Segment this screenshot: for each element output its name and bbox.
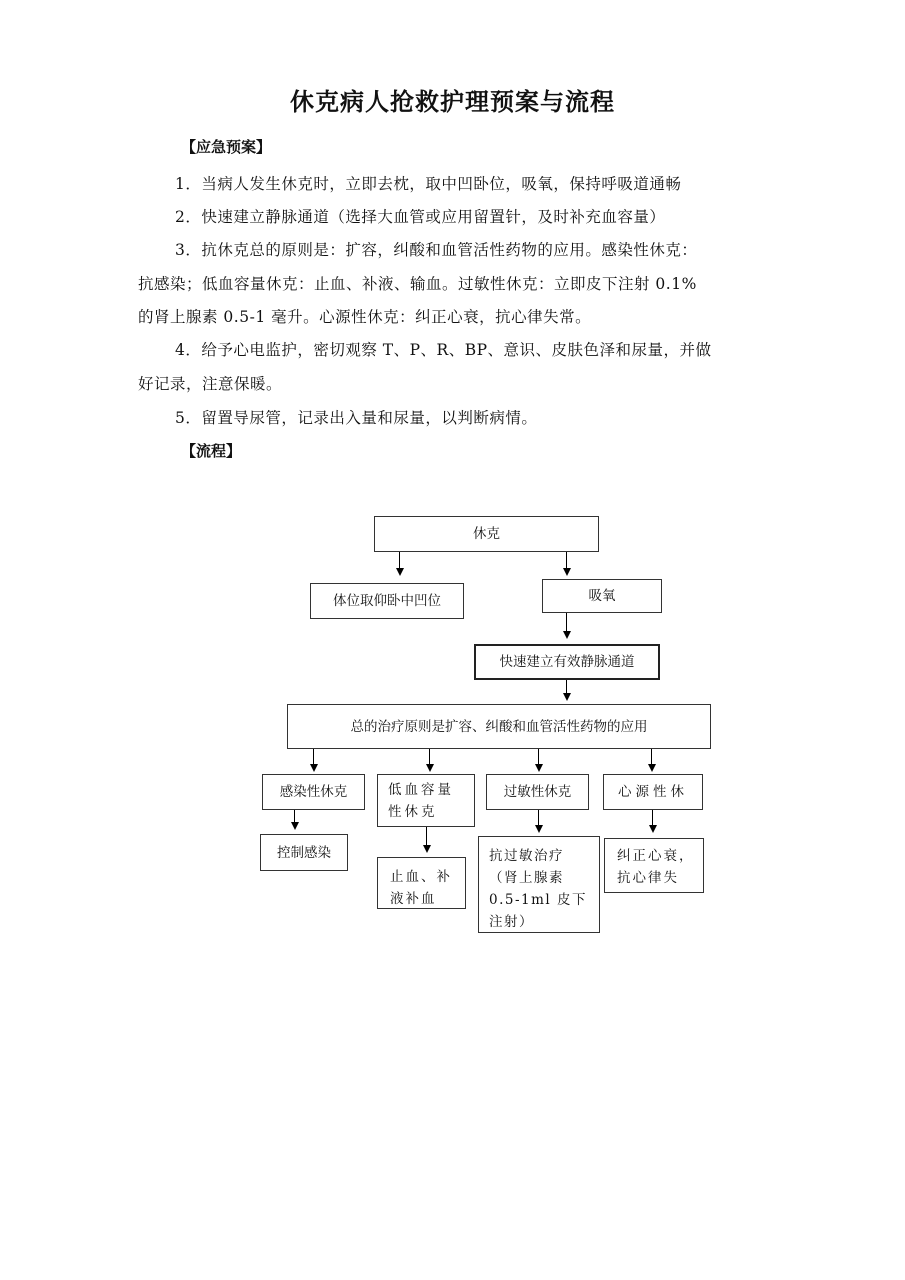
arrow-line [652,810,653,826]
box-anaphylactic-shock: 过敏性休克 [486,774,589,810]
arrow-head [649,825,657,833]
arrow-head [310,764,318,772]
arrow-head [535,764,543,772]
arrow-line [429,749,430,765]
box-hypovolemic-treatment: 止血、补液补血 [377,857,466,909]
arrow-line [538,749,539,765]
box-septic-treatment: 控制感染 [260,834,348,871]
arrow-head [648,764,656,772]
box-septic-shock: 感染性休克 [262,774,365,810]
box-principle: 总的治疗原则是扩容、纠酸和血管活性药物的应用 [287,704,711,749]
box-iv-access: 快速建立有效静脉通道 [474,644,660,680]
arrow-head [423,845,431,853]
arrow-head [535,825,543,833]
arrow-head [426,764,434,772]
plan-line-2: 2．快速建立静脉通道（选择大血管或应用留置针，及时补充血容量） [175,208,666,226]
arrow-head [563,568,571,576]
box-anaphylactic-treatment: 抗过敏治疗（肾上腺素 0.5-1ml 皮下注射） [478,836,600,933]
plan-line-3-cont-2: 的肾上腺素 0.5-1 毫升。心源性休克：纠正心衰，抗心律失常。 [138,308,592,326]
plan-line-5: 5．留置导尿管，记录出入量和尿量，以判断病情。 [175,409,538,427]
plan-line-3-cont-1: 抗感染；低血容量休克：止血、补液、输血。过敏性休克：立即皮下注射 0.1% [138,275,697,293]
plan-line-4-cont: 好记录，注意保暖。 [138,375,283,393]
emergency-plan-heading: 【应急预案】 [181,138,272,156]
arrow-line [651,749,652,765]
box-oxygen: 吸氧 [542,579,662,613]
flow-heading: 【流程】 [181,442,242,460]
box-hypovolemic-shock: 低血容量性休克 [377,774,475,827]
box-cardiogenic-shock: 心源性休 [603,774,703,810]
arrow-line [426,827,427,847]
page-title: 休克病人抢救护理预案与流程 [290,88,615,116]
arrow-line [313,749,314,765]
box-cardiogenic-treatment: 纠正心衰，抗心律失 [604,838,704,893]
plan-line-4: 4．给予心电监护，密切观察 T、P、R、BP、意识、皮肤色泽和尿量，并做 [175,341,712,359]
box-shock: 休克 [374,516,599,552]
box-position: 体位取仰卧中凹位 [310,583,464,619]
arrow-line [566,613,567,633]
plan-line-3: 3．抗休克总的原则是：扩容，纠酸和血管活性药物的应用。感染性休克： [175,241,698,259]
arrow-line [538,810,539,826]
arrow-head [291,822,299,830]
arrow-head [563,631,571,639]
arrow-line [566,680,567,694]
arrow-head [396,568,404,576]
plan-line-1: 1．当病人发生休克时，立即去枕，取中凹卧位，吸氧，保持呼吸道通畅 [175,175,682,193]
arrow-head [563,693,571,701]
